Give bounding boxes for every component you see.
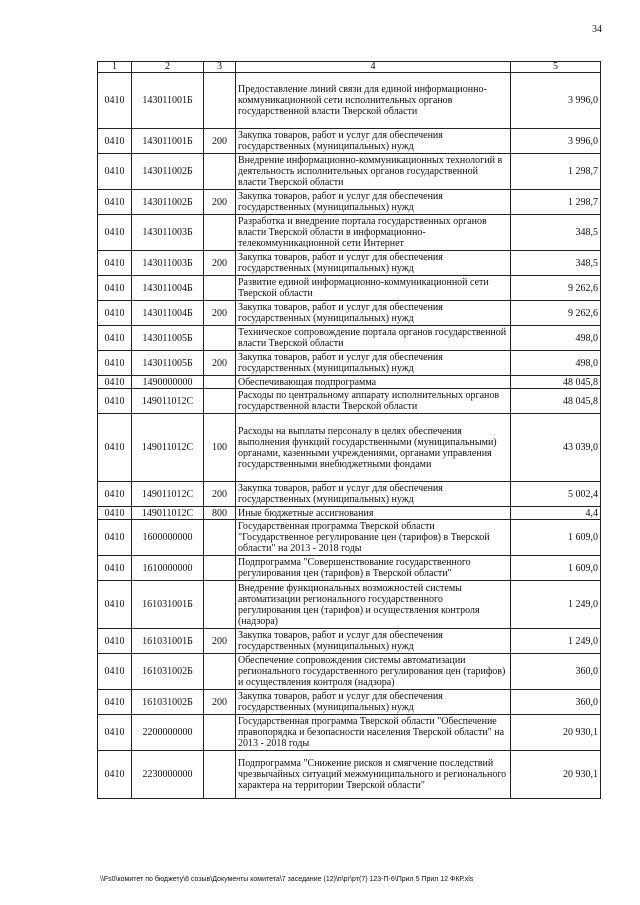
cell-expense-type: 200	[204, 129, 236, 154]
table-row	[98, 520, 601, 556]
cell-code: 143011001Б	[132, 129, 204, 154]
cell-expense-type: 200	[204, 482, 236, 507]
cell-amount: 4,4	[511, 507, 601, 520]
column-header: 2	[132, 62, 204, 73]
cell-name: Обеспечивающая подпрограмма	[236, 376, 511, 389]
cell-amount: 9 262,6	[511, 301, 601, 326]
cell-code: 161031002Б	[132, 654, 204, 690]
table-row	[98, 715, 601, 751]
cell-expense-type: 200	[204, 629, 236, 654]
cell-expense-type: 200	[204, 690, 236, 715]
cell-section: 0410	[98, 351, 132, 376]
cell-section: 0410	[98, 376, 132, 389]
cell-amount: 48 045,8	[511, 389, 601, 414]
cell-amount: 1 249,0	[511, 581, 601, 629]
cell-expense-type	[204, 520, 236, 556]
cell-code: 143011005Б	[132, 351, 204, 376]
column-header: 5	[511, 62, 601, 73]
cell-expense-type	[204, 751, 236, 799]
table-row	[98, 301, 601, 326]
table-row	[98, 581, 601, 629]
table-header-row	[98, 62, 601, 73]
cell-name: Закупка товаров, работ и услуг для обеспечения государственных (муниципальных) нужд	[236, 251, 511, 276]
cell-amount: 3 996,0	[511, 129, 601, 154]
cell-name: Закупка товаров, работ и услуг для обеспечения государственных (муниципальных) нужд	[236, 629, 511, 654]
table-row	[98, 73, 601, 129]
cell-section: 0410	[98, 629, 132, 654]
cell-section: 0410	[98, 751, 132, 799]
cell-amount: 1 249,0	[511, 629, 601, 654]
budget-table	[97, 61, 601, 799]
cell-expense-type	[204, 581, 236, 629]
cell-name: Расходы на выплаты персоналу в целях обеспечения выполнения функций государственными (муниципальными) органами, казенными учреждениями, органами управления государственными внебюджетными фондами	[236, 414, 511, 482]
cell-amount: 5 002,4	[511, 482, 601, 507]
cell-expense-type	[204, 376, 236, 389]
cell-code: 143011003Б	[132, 215, 204, 251]
table-row	[98, 482, 601, 507]
cell-amount: 43 039,0	[511, 414, 601, 482]
table-body	[98, 73, 601, 799]
table-row	[98, 690, 601, 715]
cell-name: Закупка товаров, работ и услуг для обеспечения государственных (муниципальных) нужд	[236, 301, 511, 326]
cell-section: 0410	[98, 389, 132, 414]
cell-name: Государственная программа Тверской области "Обеспечение правопорядка и безопасности населения Тверской области" на 2013 - 2018 годы	[236, 715, 511, 751]
cell-code: 143011002Б	[132, 190, 204, 215]
cell-name: Внедрение информационно-коммуникационных технологий в деятельность исполнительных органов государственной власти Тверской области	[236, 154, 511, 190]
cell-name: Техническое сопровождение портала органов государственной власти Тверской области	[236, 326, 511, 351]
cell-amount: 20 930,1	[511, 751, 601, 799]
table-row	[98, 751, 601, 799]
cell-name: Разработка и внедрение портала государственных органов власти Тверской области в информационно-телекоммуникационной сети Интернет	[236, 215, 511, 251]
cell-amount: 1 609,0	[511, 520, 601, 556]
cell-code: 1600000000	[132, 520, 204, 556]
table-row	[98, 154, 601, 190]
cell-expense-type: 200	[204, 190, 236, 215]
cell-name: Закупка товаров, работ и услуг для обеспечения государственных (муниципальных) нужд	[236, 129, 511, 154]
table-row	[98, 629, 601, 654]
table-row	[98, 251, 601, 276]
cell-code: 149011012С	[132, 414, 204, 482]
cell-code: 1490000000	[132, 376, 204, 389]
file-path-footer: \\Fs0\комитет по бюджету\6 созыв\Документы комитета\7 заседание (12)\п\рг\рт(7) 123-П-6\Прил 5 Прил 12 ФКР.xls	[100, 876, 474, 883]
cell-section: 0410	[98, 581, 132, 629]
cell-section: 0410	[98, 414, 132, 482]
cell-code: 161031002Б	[132, 690, 204, 715]
cell-expense-type: 200	[204, 301, 236, 326]
column-header: 3	[204, 62, 236, 73]
cell-name: Подпрограмма "Снижение рисков и смягчение последствий чрезвычайных ситуаций межмуниципального и регионального характера на территории Тверской области"	[236, 751, 511, 799]
cell-name: Закупка товаров, работ и услуг для обеспечения государственных (муниципальных) нужд	[236, 690, 511, 715]
cell-section: 0410	[98, 326, 132, 351]
cell-code: 2200000000	[132, 715, 204, 751]
cell-code: 143011001Б	[132, 73, 204, 129]
cell-name: Закупка товаров, работ и услуг для обеспечения государственных (муниципальных) нужд	[236, 190, 511, 215]
cell-code: 143011002Б	[132, 154, 204, 190]
cell-amount: 20 930,1	[511, 715, 601, 751]
cell-amount: 348,5	[511, 251, 601, 276]
cell-section: 0410	[98, 276, 132, 301]
cell-section: 0410	[98, 507, 132, 520]
cell-code: 149011012С	[132, 507, 204, 520]
cell-code: 149011012С	[132, 482, 204, 507]
cell-code: 143011004Б	[132, 301, 204, 326]
cell-code: 143011003Б	[132, 251, 204, 276]
table-row	[98, 507, 601, 520]
cell-expense-type	[204, 715, 236, 751]
column-header: 1	[98, 62, 132, 73]
cell-code: 2230000000	[132, 751, 204, 799]
cell-expense-type	[204, 276, 236, 301]
table-row	[98, 654, 601, 690]
cell-section: 0410	[98, 301, 132, 326]
cell-expense-type	[204, 326, 236, 351]
cell-section: 0410	[98, 251, 132, 276]
cell-code: 1610000000	[132, 556, 204, 581]
cell-section: 0410	[98, 715, 132, 751]
cell-name: Внедрение функциональных возможностей системы автоматизации регионального государственного регулирования цен (тарифов) и осуществления контроля (надзора)	[236, 581, 511, 629]
cell-name: Подпрограмма "Совершенствование государственного регулирования цен (тарифов) в Тверской области"	[236, 556, 511, 581]
cell-code: 149011012С	[132, 389, 204, 414]
table-row	[98, 129, 601, 154]
cell-name: Обеспечение сопровождения системы автоматизации регионального государственного регулирования цен (тарифов) и осуществления контроля (надзора)	[236, 654, 511, 690]
table-row	[98, 351, 601, 376]
table-row	[98, 190, 601, 215]
cell-name: Развитие единой информационно-коммуникационной сети Тверской области	[236, 276, 511, 301]
cell-expense-type	[204, 73, 236, 129]
cell-expense-type	[204, 215, 236, 251]
cell-code: 161031001Б	[132, 629, 204, 654]
cell-amount: 348,5	[511, 215, 601, 251]
cell-amount: 1 298,7	[511, 154, 601, 190]
cell-section: 0410	[98, 154, 132, 190]
table-row	[98, 376, 601, 389]
cell-amount: 498,0	[511, 326, 601, 351]
cell-expense-type: 800	[204, 507, 236, 520]
cell-name: Расходы по центральному аппарату исполнительных органов государственной власти Тверской области	[236, 389, 511, 414]
cell-expense-type: 100	[204, 414, 236, 482]
cell-amount: 498,0	[511, 351, 601, 376]
cell-expense-type	[204, 556, 236, 581]
table-row	[98, 215, 601, 251]
cell-expense-type	[204, 154, 236, 190]
cell-amount: 9 262,6	[511, 276, 601, 301]
cell-expense-type	[204, 389, 236, 414]
cell-name: Закупка товаров, работ и услуг для обеспечения государственных (муниципальных) нужд	[236, 482, 511, 507]
cell-section: 0410	[98, 482, 132, 507]
cell-name: Иные бюджетные ассигнования	[236, 507, 511, 520]
cell-section: 0410	[98, 690, 132, 715]
cell-expense-type: 200	[204, 251, 236, 276]
column-header: 4	[236, 62, 511, 73]
table-row	[98, 276, 601, 301]
table-row	[98, 326, 601, 351]
cell-section: 0410	[98, 520, 132, 556]
cell-code: 143011004Б	[132, 276, 204, 301]
cell-expense-type	[204, 654, 236, 690]
table-row	[98, 556, 601, 581]
cell-section: 0410	[98, 190, 132, 215]
cell-name: Государственная программа Тверской области "Государственное регулирование цен (тарифов) в Тверской области" на 2013 - 2018 годы	[236, 520, 511, 556]
page-number: 34	[592, 24, 602, 35]
cell-expense-type: 200	[204, 351, 236, 376]
cell-amount: 1 609,0	[511, 556, 601, 581]
cell-section: 0410	[98, 129, 132, 154]
table-row	[98, 414, 601, 482]
cell-amount: 48 045,8	[511, 376, 601, 389]
cell-amount: 3 996,0	[511, 73, 601, 129]
cell-section: 0410	[98, 73, 132, 129]
cell-code: 143011005Б	[132, 326, 204, 351]
cell-section: 0410	[98, 654, 132, 690]
cell-amount: 1 298,7	[511, 190, 601, 215]
cell-code: 161031001Б	[132, 581, 204, 629]
cell-amount: 360,0	[511, 654, 601, 690]
cell-section: 0410	[98, 215, 132, 251]
cell-name: Закупка товаров, работ и услуг для обеспечения государственных (муниципальных) нужд	[236, 351, 511, 376]
table-row	[98, 389, 601, 414]
cell-name: Предоставление линий связи для единой информационно-коммуникационной сети исполнительных органов государственной власти Тверской области	[236, 73, 511, 129]
cell-section: 0410	[98, 556, 132, 581]
cell-amount: 360,0	[511, 690, 601, 715]
